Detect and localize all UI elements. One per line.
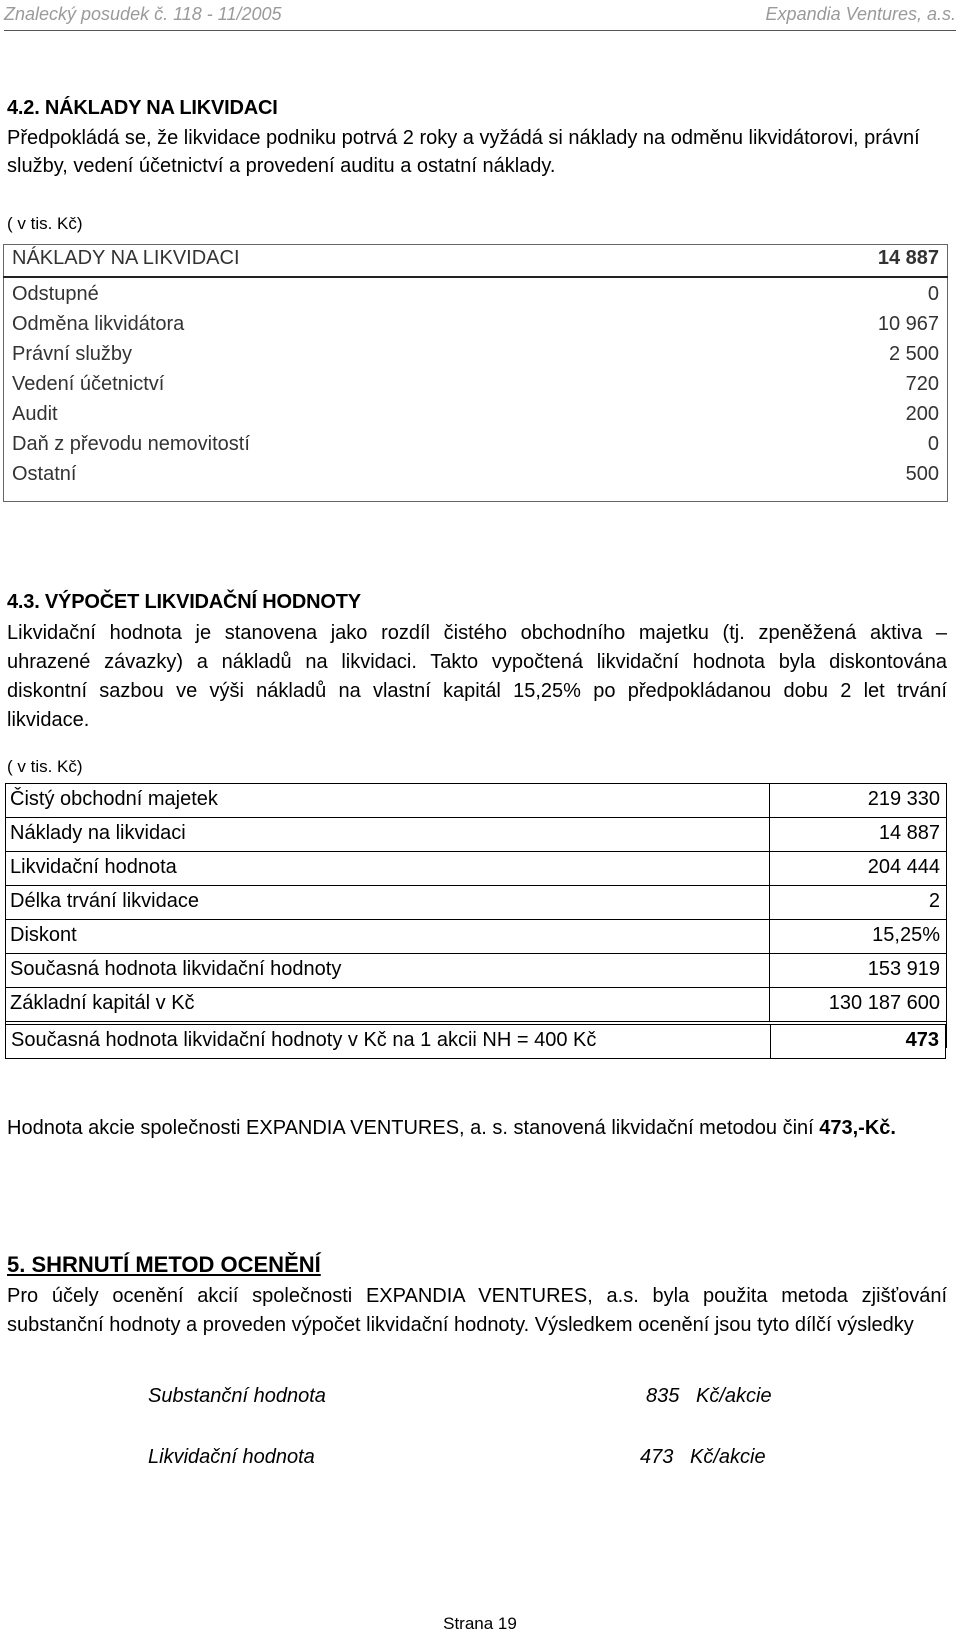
costs-total-label: NÁKLADY NA LIKVIDACI [12, 247, 240, 269]
liq-row-value: 15,25% [872, 924, 940, 946]
costs-total-value: 14 887 [877, 247, 939, 269]
costs-row [12, 343, 939, 373]
summary-substance-value: 835 [646, 1385, 680, 1407]
section-4-3-line-2: uhrazené závazky) a nákladů na likvidaci. Takto vypočtená likvidační hodnota byla diskontována [7, 651, 947, 673]
summary-liquidation-unit: Kč/akcie [690, 1446, 766, 1468]
costs-row [12, 403, 939, 433]
header-report-number: Znalecký posudek č. 118 - 11/2005 [4, 4, 282, 24]
section-5-line-2: substanční hodnoty a proveden výpočet likvidační hodnoty. Výsledkem ocenění jsou tyto dílčí výsledky [7, 1314, 914, 1336]
liq-table-right-border [946, 783, 947, 1048]
liq-row-value: 204 444 [867, 856, 940, 878]
costs-row [12, 283, 939, 313]
costs-row-value: 720 [905, 373, 939, 395]
section-4-3-line-3: diskontní sazbou ve výši nákladů na vlastní kapitál 15,25% po předpokládanou dobu 2 let trvání [7, 680, 947, 702]
section-4-3-line-1: Likvidační hodnota je stanovena jako rozdíl čistého obchodního majetku (tj. zpeněžená aktiva – [7, 622, 947, 644]
costs-table-divider [3, 276, 948, 278]
conclusion-value: 473,-Kč. [819, 1117, 896, 1139]
liq-column-divider [770, 1025, 771, 1058]
liq-row [5, 852, 946, 886]
liq-row-label: Diskont [10, 924, 77, 946]
header-company: Expandia Ventures, a.s. [765, 4, 956, 24]
costs-row [12, 313, 939, 343]
costs-row-label: Daň z převodu nemovitostí [12, 433, 250, 455]
costs-row-label: Audit [12, 403, 58, 425]
liq-row-label: Čistý obchodní majetek [10, 788, 218, 810]
liq-row-value: 2 [928, 890, 940, 912]
costs-row-value: 500 [905, 463, 939, 485]
liq-row-label: Likvidační hodnota [10, 856, 177, 878]
liquidation-value-table [5, 783, 946, 1059]
summary-liquidation-value: 473 [640, 1446, 674, 1468]
liq-row-label: Délka trvání likvidace [10, 890, 199, 912]
liq-column-divider [769, 784, 770, 817]
costs-row-value: 2 500 [888, 343, 939, 365]
costs-row [12, 373, 939, 403]
liquidation-unit-note: ( v tis. Kč) [7, 757, 83, 776]
liq-row-label: Základní kapitál v Kč [10, 992, 195, 1014]
liq-row [5, 920, 946, 954]
liq-row-label: Současná hodnota likvidační hodnoty [10, 958, 342, 980]
liq-row-value: 130 187 600 [828, 992, 940, 1014]
costs-row-label: Vedení účetnictví [12, 373, 165, 395]
section-4-3-title: 4.3. VÝPOČET LIKVIDAČNÍ HODNOTY [7, 591, 361, 613]
page-number: Strana 19 [443, 1614, 517, 1633]
conclusion-text: Hodnota akcie společnosti EXPANDIA VENTURES, a. s. stanovená likvidační metodou činí [7, 1117, 820, 1139]
liquidation-costs-table [3, 244, 948, 502]
section-4-2-title: 4.2. NÁKLADY NA LIKVIDACI [7, 97, 278, 119]
costs-row-label: Ostatní [12, 463, 77, 485]
liq-column-divider [769, 852, 770, 885]
section-4-3-line-4: likvidace. [7, 709, 90, 731]
liq-table-left-border [5, 783, 6, 1048]
costs-row-value: 0 [927, 283, 939, 305]
costs-row [12, 433, 939, 463]
costs-row-value: 10 967 [877, 313, 939, 335]
liq-row-value: 219 330 [867, 788, 940, 810]
liq-row [5, 783, 946, 818]
costs-row-label: Odstupné [12, 283, 99, 305]
liq-column-divider [769, 886, 770, 919]
summary-substance-unit: Kč/akcie [696, 1385, 772, 1407]
costs-row-value: 200 [905, 403, 939, 425]
liq-row-value: 153 919 [867, 958, 940, 980]
liq-row [5, 988, 946, 1022]
section-4-2-line-1: Předpokládá se, že likvidace podniku potrvá 2 roky a vyžádá si náklady na odměnu likvidátorovi, právní [7, 127, 920, 149]
liq-row-value: 14 887 [878, 822, 940, 844]
liq-result-label: Současná hodnota likvidační hodnoty v Kč na 1 akcii NH = 400 Kč [11, 1029, 597, 1051]
liq-column-divider [769, 920, 770, 953]
section-5-title: 5. SHRNUTÍ METOD OCENĚNÍ [7, 1252, 321, 1277]
header-rule [4, 30, 956, 31]
liq-row [5, 954, 946, 988]
section-4-2-line-2: služby, vedení účetnictví a provedení auditu a ostatní náklady. [7, 155, 556, 177]
section-5-line-1: Pro účely ocenění akcií společnosti EXPANDIA VENTURES, a.s. byla použita metoda zjišťování [7, 1285, 947, 1307]
liq-result-row [5, 1024, 946, 1059]
costs-unit-note: ( v tis. Kč) [7, 214, 83, 233]
liq-row-label: Náklady na likvidaci [10, 822, 186, 844]
liq-column-divider [769, 818, 770, 851]
costs-row [12, 463, 939, 493]
costs-total-row [12, 247, 939, 277]
costs-row-label: Odměna likvidátora [12, 313, 185, 335]
liq-row [5, 818, 946, 852]
liq-column-divider [769, 988, 770, 1021]
liquidation-conclusion [7, 1117, 896, 1140]
costs-row-label: Právní služby [12, 343, 133, 365]
liq-row [5, 886, 946, 920]
liq-column-divider [769, 954, 770, 987]
liq-result-value: 473 [905, 1029, 939, 1051]
summary-liquidation-label: Likvidační hodnota [148, 1446, 315, 1468]
running-header [4, 4, 956, 28]
costs-row-value: 0 [927, 433, 939, 455]
summary-substance-label: Substanční hodnota [148, 1385, 326, 1407]
